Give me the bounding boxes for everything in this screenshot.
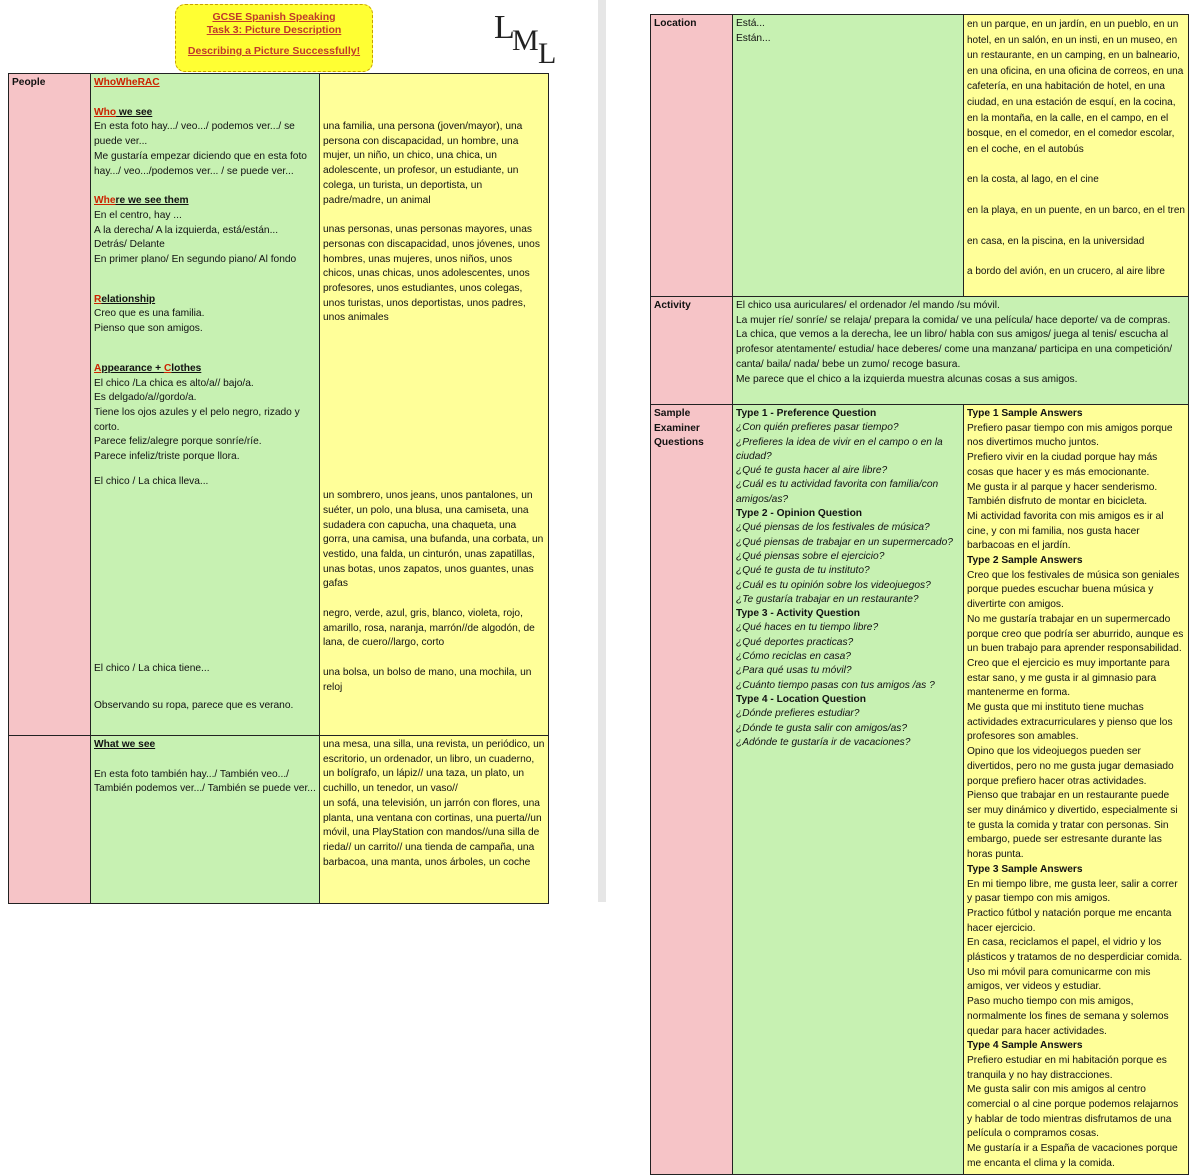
question-item: ¿Adónde te gustaría ir de vacaciones? [736, 736, 911, 748]
location-vocab [964, 15, 1189, 297]
answer-item: Me gustaría ir a España de vacaciones porque me encanta el clima y la comida. [967, 1143, 1178, 1169]
location-table [650, 14, 1189, 1175]
location-phrase: Está... [736, 18, 765, 29]
question-item: ¿Qué piensas de los festivales de música? [736, 522, 930, 534]
people-table [8, 73, 549, 904]
people-phrases [91, 74, 320, 736]
objects-vocab [320, 736, 549, 904]
objects-label [9, 736, 91, 904]
people-vocab [320, 74, 549, 736]
vocab-clothes: un sombrero, unos jeans, unos pantalones, un suéter, un polo, una blusa, una camiseta, una sudadera con capucha, una chaqueta, una gorra, una camisa, una bufanda, una corbata, un vestido, una falda, un cinturón, unas zapatillas, unas botas, unos zapatos, unos guantes, unas gafas [323, 490, 544, 590]
relationship-line: Pienso que son amigos. [94, 323, 203, 335]
appearance-heading: Appearance + Clothes [94, 362, 202, 374]
objects-phrases [91, 736, 320, 904]
answer-item: En casa, reciclamos el papel, el vidrio y los plásticos y tratamos de no desperdiciar comida. [967, 937, 1183, 964]
question-item: ¿Prefieres la idea de vivir en el campo o en la ciudad? [736, 436, 943, 462]
appearance-line: Es delgado/a//gordo/a. [94, 392, 197, 404]
answer-item: Me gusta salir con mis amigos al centro comercial o al cine porque podemos relajarnos y hablar de todo mientras disfrutamos de una película o compramos cosas. [967, 1084, 1179, 1140]
lleva-line: El chico / La chica lleva... [94, 475, 209, 487]
question-item: ¿Qué piensas sobre el ejercicio? [736, 550, 885, 562]
where-line: En primer plano/ En segundo piano/ Al fondo [94, 254, 297, 266]
who-line: En esta foto hay.../ veo.../ podemos ver.../ se puede ver... [94, 121, 295, 148]
a-type-2-heading: Type 2 Sample Answers [967, 555, 1083, 567]
vocab-colours: negro, verde, azul, gris, blanco, violeta, rojo, amarillo, rosa, naranja, marrón//de algodón, de lana, de cuero//largo, corto [323, 608, 535, 649]
title-line-2: Task 3: Picture Description [206, 24, 342, 36]
appearance-line: Parece feliz/alegre porque sonríe/ríe. [94, 436, 262, 448]
a-type-3-heading: Type 3 Sample Answers [967, 863, 1083, 875]
vocab-people-singular: una familia, una persona (joven/mayor), una persona con discapacidad, un hombre, una mujer, un niño, un chico, una chica, un adolescente, un profesor, un estudiante, un colega, un turista, un deportista, un padre/madre, un animal [323, 121, 523, 206]
location-vocab-4: en casa, en la piscina, en la universidad [967, 235, 1145, 247]
activity-line: La mujer ríe/ sonríe/ se relaja/ prepara la comida/ ve una película/ hace deporte/ va de compras. [736, 314, 1171, 326]
q-type-2-heading: Type 2 - Opinion Question [736, 508, 863, 520]
vocab-items: una bolsa, un bolso de mano, una mochila, un reloj [323, 667, 532, 693]
left-page [0, 0, 598, 902]
relationship-line: Creo que es una familia. [94, 308, 205, 320]
where-line: Detrás/ Delante [94, 239, 165, 251]
where-heading: Where we see them [94, 195, 189, 207]
answer-item: Pienso que trabajar en un restaurante puede ser muy dinámico y divertido, especialmente si te gusta la comida y tratar con personas. Sin embargo, puede ser estresante durante las horas punta. [967, 790, 1178, 861]
what-we-see-line: En esta foto también hay.../ También veo.../ También podemos ver.../ También se puede ver... [94, 768, 316, 795]
location-vocab-1: en un parque, en un jardín, en un pueblo, en un hotel, en un salón, en un insti, en un museo, en un restaurante, en un camping, en un balneario, en una oficina, en una oficina de correos, en una cafetería, en una habitación de hotel, en una ciudad, en una estación de esquí, en la cocina, en la montaña, en la calle, en el campo, en el bosque, en el comedor, en el comedor escolar, en el coche, en el autobús [967, 19, 1184, 155]
svg-text:L: L [494, 9, 515, 46]
where-line: A la derecha/ A la izquierda, está/están... [94, 224, 279, 236]
answer-item: Prefiero vivir en la ciudad porque hay más cosas que hacer y es más emocionante. [967, 452, 1158, 478]
question-item: ¿Para qué usas tu móvil? [736, 665, 852, 677]
answer-item: Uso mi móvil para comunicarme con mis amigos, ver videos y estudiar. [967, 966, 1151, 993]
answer-item: Prefiero estudiar en mi habitación porque es tranquila y no hay distracciones. [967, 1054, 1167, 1081]
who-heading: Who we see [94, 106, 153, 118]
answer-item: Creo que los festivales de música son geniales porque puedes escuchar buena música y divertirte con amigos. [967, 569, 1180, 611]
appearance-line: El chico /La chica es alto/a// bajo/a. [94, 377, 254, 389]
relationship-heading: Relationship [94, 293, 156, 305]
q-type-4-heading: Type 4 - Location Question [736, 693, 866, 705]
location-vocab-5: a bordo del avión, en un crucero, al aire libre [967, 266, 1165, 278]
people-label: People [9, 74, 91, 736]
answer-item: Me gusta ir al parque y hacer senderismo. También disfruto de montar en bicicleta. [967, 481, 1158, 508]
question-item: ¿Dónde prefieres estudiar? [736, 708, 860, 720]
right-page [606, 0, 1200, 1169]
answer-item: Paso mucho tiempo con mis amigos, normalmente los fines de semana y solemos quedar para hacer actividades. [967, 996, 1169, 1037]
vocab-objects-2: un sofá, una televisión, un jarrón con flores, una planta, una ventana con cortinas, una puerta//un móvil, una PlayStation con mandos//una silla de rieda// un carrito// una tienda de campaña, una barbacoa, una manta, unos árboles, un coche [323, 797, 542, 868]
activity-content [733, 297, 1189, 405]
answer-item: Mi actividad favorita con mis amigos es ir al cine, y con mi familia, nos gusta hacer barbacoas en el jardín. [967, 510, 1164, 552]
question-item: ¿Cuál es tu opinión sobre los videojuegos? [736, 579, 931, 591]
q-type-3-heading: Type 3 - Activity Question [736, 608, 860, 620]
lml-logo [492, 8, 562, 66]
sample-answers [964, 405, 1189, 1175]
question-item: ¿Cómo reciclas en casa? [736, 651, 851, 663]
answer-item: Creo que el ejercicio es muy importante para estar sano, y me gusta ir al gimnasio para mantenerme en forma. [967, 657, 1170, 699]
vocab-people-plural: unas personas, unas personas mayores, unas personas con discapacidad, unos jóvenes, unos hombres, unas mujeres, unos niños, unos chicos, unas chicas, unos adolescentes, unos profesores, unos estudiantes, unos colegas, unos turistas, unos deportistas, unos padres, unos animales [323, 224, 540, 324]
answer-item: Prefiero pasar tiempo con mis amigos porque nos divertimos mucho juntos. [967, 422, 1173, 449]
answer-item: En mi tiempo libre, me gusta leer, salir a correr y pasar tiempo con mis amigos. [967, 878, 1178, 905]
question-item: ¿Qué haces en tu tiempo libre? [736, 622, 879, 634]
location-phrase: Están... [736, 32, 771, 44]
question-item: ¿Cuál es tu actividad favorita con familia/con amigos/as? [736, 479, 939, 505]
title-line-3: Describing a Picture Successfully! [187, 45, 361, 57]
question-item: ¿Qué te gusta de tu instituto? [736, 565, 870, 577]
what-we-see-heading: What we see [94, 739, 156, 750]
answer-item: Practico fútbol y natación porque me encanta hacer ejercicio. [967, 907, 1172, 934]
question-item: ¿Qué te gusta hacer al aire libre? [736, 465, 888, 477]
question-item: ¿Qué deportes practicas? [736, 636, 854, 648]
svg-text:L: L [538, 37, 557, 66]
location-vocab-3: en la playa, en un puente, en un barco, en el tren [967, 204, 1185, 216]
question-item: ¿Qué piensas de trabajar en un supermercado? [736, 536, 953, 548]
location-label: Location [651, 15, 733, 297]
tiene-line: El chico / La chica tiene... [94, 663, 210, 675]
sample-questions-label: Sample Examiner Questions [651, 405, 733, 1175]
location-phrases [733, 15, 964, 297]
answer-item: Opino que los videojuegos pueden ser divertidos, pero no me gusta jugar demasiado porque prefiero hacer otras actividades. [967, 746, 1174, 787]
question-item: ¿Te gustaría trabajar en un restaurante? [736, 593, 919, 605]
appearance-line: Tiene los ojos azules y el pelo negro, rizado y corto. [94, 406, 300, 433]
where-line: En el centro, hay ... [94, 209, 182, 221]
title-line-1: GCSE Spanish Speaking [212, 11, 336, 23]
svg-text:M: M [512, 24, 539, 57]
page-gutter [598, 0, 606, 902]
sample-questions [733, 405, 964, 1175]
who-line: Me gustaría empezar diciendo que en esta foto hay.../ veo.../podemos ver... / se puede ver... [94, 150, 307, 177]
question-item: ¿Dónde te gusta salir con amigos/as? [736, 722, 908, 734]
a-type-1-heading: Type 1 Sample Answers [967, 408, 1083, 419]
whowherac-heading: WhoWheRAC [94, 77, 160, 88]
verano-line: Observando su ropa, parece que es verano. [94, 700, 294, 712]
title-box [175, 4, 373, 72]
location-vocab-2: en la costa, al lago, en el cine [967, 174, 1099, 186]
vocab-objects: una mesa, una silla, una revista, un periódico, un escritorio, un ordenador, un libro, un cuaderno, un bolígrafo, un lápiz// una taza, un plato, un cuchillo, un tenedor, un vaso// [323, 739, 545, 795]
activity-line: La chica, que vemos a la derecha, lee un libro/ habla con sus amigos/ juega al tenis/ escucha al profesor atentamente/ estudia/ hace deberes/ come una manzana/ participa en una competición/ canta/ baila/ nada/ bebe un zumo/ recoge basura. [736, 329, 1173, 370]
appearance-line: Parece infeliz/triste porque llora. [94, 451, 240, 463]
activity-label: Activity [651, 297, 733, 405]
activity-line: Me parece que el chico a la izquierda muestra alcunas cosas a sus amigos. [736, 373, 1078, 385]
activity-line: El chico usa auriculares/ el ordenador /el mando /su móvil. [736, 300, 1000, 311]
question-item: ¿Con quién prefieres pasar tiempo? [736, 422, 899, 434]
answer-item: No me gustaría trabajar en un supermercado porque creo que podría ser aburrido, aunque es un buen trabajo para aprender responsabilidad. [967, 613, 1184, 655]
answer-item: Me gusta que mi instituto tiene muchas actividades extracurriculares y pienso que los profesores son amables. [967, 702, 1173, 743]
q-type-1-heading: Type 1 - Preference Question [736, 408, 877, 419]
a-type-4-heading: Type 4 Sample Answers [967, 1040, 1083, 1052]
question-item: ¿Cuánto tiempo pasas con tus amigos /as ? [736, 679, 935, 691]
